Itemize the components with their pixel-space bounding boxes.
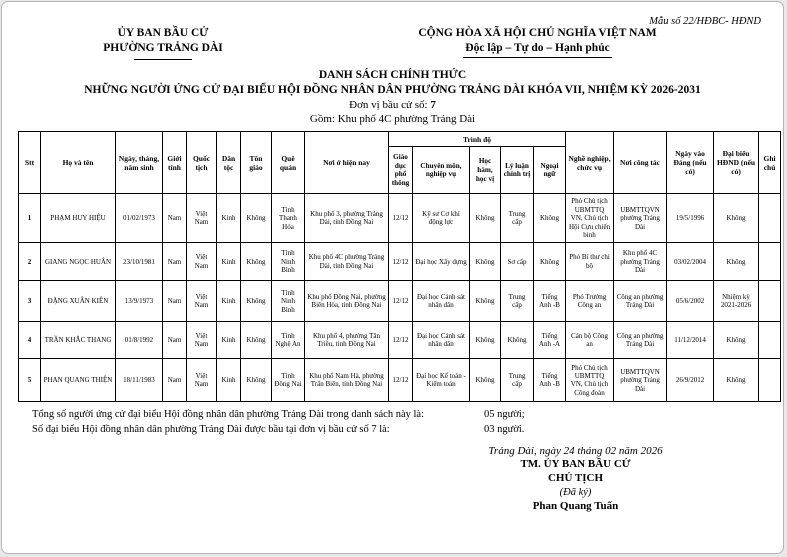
summary-value: 05 người; <box>484 409 525 421</box>
cell-hometown: Tỉnh Thanh Hóa <box>272 194 305 243</box>
signature-title: CHỦ TỊCH <box>547 472 604 485</box>
document-header <box>18 26 767 60</box>
summary-total-candidates <box>32 408 767 422</box>
col-group-qualifications: Trình độ <box>389 132 566 147</box>
cell-note <box>759 359 781 402</box>
cell-name: TRẦN KHẮC THANG <box>41 322 116 359</box>
cell-council_member: Nhiệm kỳ 2021-2026 <box>714 281 759 322</box>
republic-line1: CỘNG HÒA XÃ HỘI CHỦ NGHĨA VIỆT NAM <box>418 27 657 39</box>
cell-ethnicity: Kinh <box>217 194 241 243</box>
cell-academic: Không <box>470 322 501 359</box>
col-header-name: Họ và tên <box>41 132 116 194</box>
cell-academic: Không <box>470 243 501 281</box>
cell-dob: 23/10/1981 <box>116 243 163 281</box>
col-header-occupation: Nghề nghiệp, chức vụ <box>566 132 614 194</box>
cell-academic: Không <box>470 359 501 402</box>
cell-edu_general: 12/12 <box>389 359 413 402</box>
cell-edu_professional: Đại học Kế toán - Kiểm toán <box>413 359 470 402</box>
cell-edu_general: 12/12 <box>389 194 413 243</box>
cell-language: Tiếng Anh -B <box>534 359 566 402</box>
cell-nationality: Việt Nam <box>187 243 217 281</box>
summary-block <box>32 408 767 436</box>
committee-block <box>18 26 308 60</box>
republic-block <box>308 26 767 60</box>
cell-religion: Không <box>241 243 272 281</box>
cell-stt: 3 <box>19 281 41 322</box>
col-header-edu-general: Giáo dục phổ thông <box>389 147 413 194</box>
cell-edu_professional: Đại học Cảnh sát nhân dân <box>413 322 470 359</box>
document-title-line2: NHỮNG NGƯỜI ỨNG CỬ ĐẠI BIỂU HỘI ĐỒNG NHÂN DÂN PHƯỜNG TRẢNG DÀI KHÓA VII, NHIỆM KỲ 2026-2031 <box>84 83 701 96</box>
cell-ethnicity: Kinh <box>217 243 241 281</box>
cell-edu_general: 12/12 <box>389 322 413 359</box>
cell-occupation: Phó Bí thư chi bộ <box>566 243 614 281</box>
cell-occupation: Cán bộ Công an <box>566 322 614 359</box>
col-header-religion: Tôn giáo <box>241 132 272 194</box>
col-header-edu-professional: Chuyên môn, nghiệp vụ <box>413 147 470 194</box>
cell-name: PHẠM HUY HIỆU <box>41 194 116 243</box>
cell-edu_professional: Kỹ sư Cơ khí động lực <box>413 194 470 243</box>
cell-note <box>759 281 781 322</box>
signature-on-behalf: TM. ỦY BAN BẦU CỬ <box>520 458 631 471</box>
signature-name: Phan Quang Tuấn <box>532 500 619 513</box>
header-group-row <box>19 132 781 147</box>
cell-gender: Nam <box>163 322 187 359</box>
summary-label: Tổng số người ứng cử đại biểu Hội đồng nhân dân phường Trảng Dài trong danh sách này là: <box>32 409 424 421</box>
cell-name: PHAN QUANG THIỆN <box>41 359 116 402</box>
cell-language: Tiếng Anh -A <box>534 322 566 359</box>
cell-language: Không <box>534 194 566 243</box>
cell-hometown: Tỉnh Ninh Bình <box>272 243 305 281</box>
cell-workplace: Công an phường Trảng Dài <box>614 322 667 359</box>
cell-residence: Khu phố Nam Hà, phường Trấn Biên, tỉnh Đồng Nai <box>305 359 389 402</box>
cell-ethnicity: Kinh <box>217 322 241 359</box>
cell-party_date: 11/12/2014 <box>667 322 714 359</box>
cell-religion: Không <box>241 359 272 402</box>
col-header-nationality: Quốc tịch <box>187 132 217 194</box>
republic-motto: Độc lập – Tự do – Hạnh phúc <box>463 41 611 58</box>
signature-block <box>408 445 743 514</box>
cell-politics: Sơ cấp <box>501 243 534 281</box>
cell-council_member: Không <box>714 359 759 402</box>
cell-nationality: Việt Nam <box>187 281 217 322</box>
cell-edu_professional: Đại học Xây dựng <box>413 243 470 281</box>
cell-workplace: UBMTTQVN phường Trảng Dài <box>614 194 667 243</box>
cell-hometown: Tỉnh Nghệ An <box>272 322 305 359</box>
cell-council_member: Không <box>714 243 759 281</box>
cell-stt: 4 <box>19 322 41 359</box>
table-row <box>19 322 781 359</box>
cell-council_member: Không <box>714 322 759 359</box>
col-header-party-date: Ngày vào Đảng (nếu có) <box>667 132 714 194</box>
cell-politics: Trung cấp <box>501 281 534 322</box>
cell-dob: 01/8/1992 <box>116 322 163 359</box>
cell-ethnicity: Kinh <box>217 281 241 322</box>
cell-hometown: Tỉnh Đồng Nai <box>272 359 305 402</box>
cell-politics: Không <box>501 322 534 359</box>
signature-signed-note: (Đã ký) <box>559 486 592 498</box>
cell-workplace: Khu phố 4C phường Trảng Dài <box>614 243 667 281</box>
committee-line1: ỦY BAN BẦU CỬ <box>117 27 209 39</box>
cell-stt: 2 <box>19 243 41 281</box>
cell-edu_general: 12/12 <box>389 243 413 281</box>
committee-underline <box>134 59 192 60</box>
col-header-council-member: Đại biểu HĐND (nếu có) <box>714 132 759 194</box>
col-header-workplace: Nơi công tác <box>614 132 667 194</box>
cell-academic: Không <box>470 281 501 322</box>
cell-academic: Không <box>470 194 501 243</box>
scope-line: Gồm: Khu phố 4C phường Trảng Dài <box>309 113 476 126</box>
cell-residence: Khu phố 4C phường Trảng Dài, tỉnh Đồng Nai <box>305 243 389 281</box>
col-header-ethnicity: Dân tộc <box>217 132 241 194</box>
title-block <box>18 68 767 126</box>
cell-gender: Nam <box>163 243 187 281</box>
cell-party_date: 26/9/2012 <box>667 359 714 402</box>
col-header-hometown: Quê quán <box>272 132 305 194</box>
col-header-language: Ngoại ngữ <box>534 147 566 194</box>
candidate-table-body <box>19 194 781 402</box>
cell-stt: 5 <box>19 359 41 402</box>
table-row <box>19 194 781 243</box>
col-header-residence: Nơi ở hiện nay <box>305 132 389 194</box>
unit-line <box>18 98 767 112</box>
cell-politics: Trung cấp <box>501 194 534 243</box>
candidate-table <box>18 131 781 402</box>
summary-elected-seats <box>32 423 767 437</box>
form-number: Mẫu số 22/HĐBC- HĐND <box>649 16 761 27</box>
cell-dob: 13/9/1973 <box>116 281 163 322</box>
cell-gender: Nam <box>163 194 187 243</box>
cell-hometown: Tỉnh Ninh Bình <box>272 281 305 322</box>
cell-nationality: Việt Nam <box>187 322 217 359</box>
cell-nationality: Việt Nam <box>187 359 217 402</box>
cell-occupation: Phó Trưởng Công an <box>566 281 614 322</box>
col-header-gender: Giới tính <box>163 132 187 194</box>
cell-occupation: Phó Chủ tịch UBMTTQ VN, Chủ tịch Công đoàn <box>566 359 614 402</box>
cell-politics: Trung cấp <box>501 359 534 402</box>
cell-stt: 1 <box>19 194 41 243</box>
cell-name: ĐẶNG XUÂN KIÊN <box>41 281 116 322</box>
col-header-dob: Ngày, tháng, năm sinh <box>116 132 163 194</box>
cell-language: Tiếng Anh -B <box>534 281 566 322</box>
cell-nationality: Việt Nam <box>187 194 217 243</box>
summary-label: Số đại biểu Hội đồng nhân dân phường Trảng Dài được bầu tại đơn vị bầu cử số 7 là: <box>32 423 390 435</box>
cell-workplace: Công an phường Trảng Dài <box>614 281 667 322</box>
col-header-academic: Học hàm, học vị <box>470 147 501 194</box>
unit-number: 7 <box>430 98 436 111</box>
cell-note <box>759 194 781 243</box>
col-header-politics: Lý luận chính trị <box>501 147 534 194</box>
cell-dob: 18/11/1983 <box>116 359 163 402</box>
cell-gender: Nam <box>163 359 187 402</box>
cell-note <box>759 322 781 359</box>
cell-residence: Khu phố 3, phường Trảng Dài, tỉnh Đồng Nai <box>305 194 389 243</box>
cell-residence: Khu phố Đồng Nai, phường Biên Hòa, tỉnh Đồng Nai <box>305 281 389 322</box>
cell-name: GIANG NGỌC HUÂN <box>41 243 116 281</box>
committee-line2: PHƯỜNG TRẢNG DÀI <box>103 41 223 54</box>
col-header-stt: Stt <box>19 132 41 194</box>
cell-residence: Khu phố 4, phường Tân Triều, tỉnh Đồng Nai <box>305 322 389 359</box>
cell-religion: Không <box>241 281 272 322</box>
cell-note <box>759 243 781 281</box>
cell-council_member: Không <box>714 194 759 243</box>
cell-edu_professional: Đại học Cảnh sát nhân dân <box>413 281 470 322</box>
cell-occupation: Phó Chủ tịch UBMTTQ VN, Chủ tịch Hội Cựu chiến binh <box>566 194 614 243</box>
cell-religion: Không <box>241 194 272 243</box>
table-row <box>19 243 781 281</box>
cell-gender: Nam <box>163 281 187 322</box>
table-row <box>19 359 781 402</box>
signature-place-date: Trảng Dài, ngày 24 tháng 02 năm 2026 <box>488 444 663 457</box>
cell-language: Không <box>534 243 566 281</box>
col-header-note: Ghi chú <box>759 132 781 194</box>
document-title-line1: DANH SÁCH CHÍNH THỨC <box>318 68 467 81</box>
cell-ethnicity: Kinh <box>217 359 241 402</box>
table-row <box>19 281 781 322</box>
cell-party_date: 05/6/2002 <box>667 281 714 322</box>
summary-value: 03 người. <box>484 423 525 435</box>
cell-party_date: 03/02/2004 <box>667 243 714 281</box>
unit-label: Đơn vị bầu cử số: <box>349 98 431 111</box>
cell-dob: 01/02/1973 <box>116 194 163 243</box>
cell-edu_general: 12/12 <box>389 281 413 322</box>
document-page <box>1 1 784 554</box>
cell-workplace: UBMTTQVN phường Trảng Dài <box>614 359 667 402</box>
cell-religion: Không <box>241 322 272 359</box>
cell-party_date: 19/5/1996 <box>667 194 714 243</box>
candidate-table-head <box>19 132 781 194</box>
